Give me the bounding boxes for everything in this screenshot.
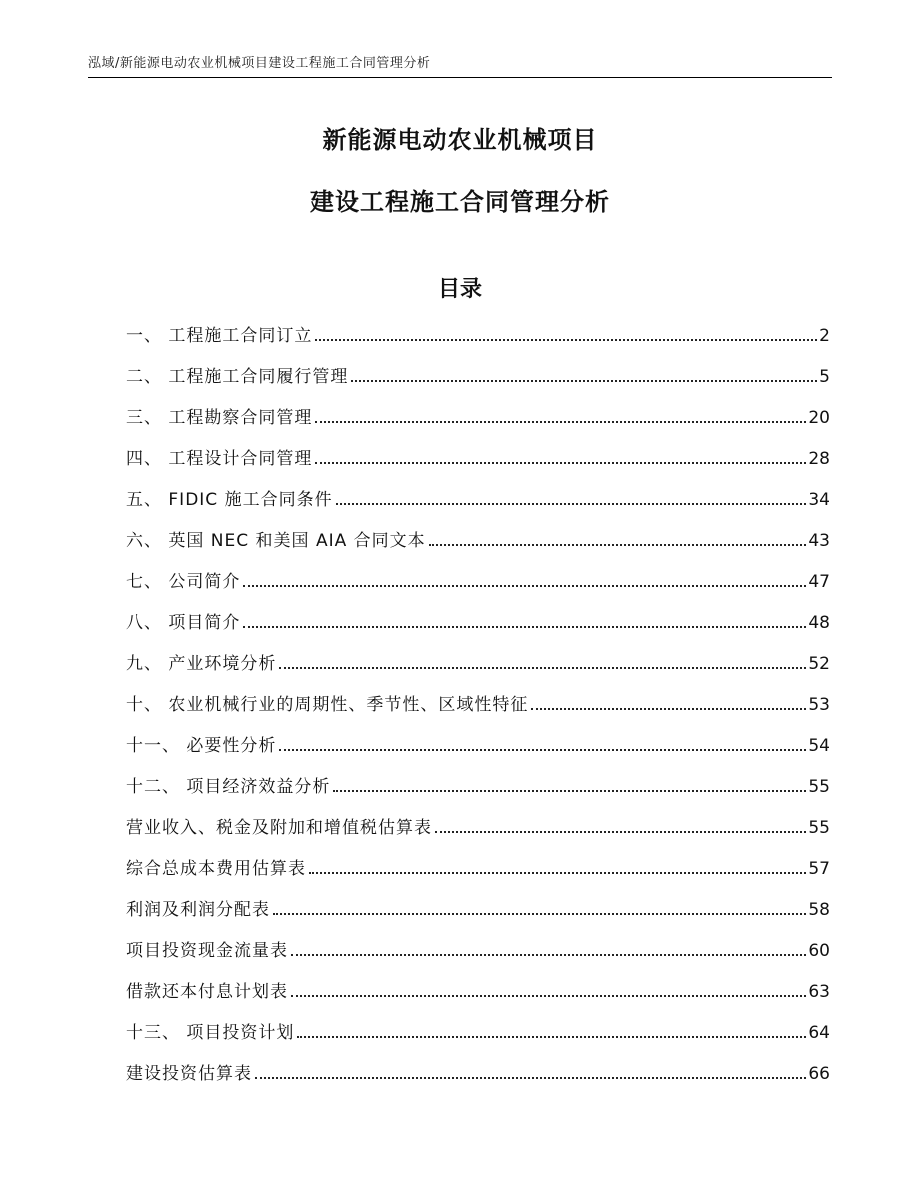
toc-entry-page: 2 — [819, 326, 830, 346]
toc-entry[interactable] — [126, 895, 830, 936]
toc-entry[interactable] — [126, 567, 830, 608]
toc-entry[interactable] — [126, 362, 830, 403]
document-title-line-2: 建设工程施工合同管理分析 — [310, 188, 610, 216]
toc-dot-leader — [291, 995, 806, 997]
toc-dot-leader — [279, 749, 806, 751]
toc-entry-page: 55 — [808, 777, 830, 797]
toc-entry-page: 58 — [808, 900, 830, 920]
toc-entry[interactable] — [126, 608, 830, 649]
toc-dot-leader — [429, 544, 807, 546]
toc-dot-leader — [243, 626, 806, 628]
toc-entry[interactable] — [126, 444, 830, 485]
toc-entry-page: 66 — [808, 1064, 830, 1084]
toc-entry[interactable] — [126, 485, 830, 526]
toc-dot-leader — [315, 339, 817, 341]
toc-entry-label: 十二、 项目经济效益分析 — [126, 777, 331, 797]
toc-dot-leader — [243, 585, 806, 587]
toc-entry-page: 20 — [808, 408, 830, 428]
toc-entry-label: 一、 工程施工合同订立 — [126, 326, 313, 346]
running-header: 泓域/新能源电动农业机械项目建设工程施工合同管理分析 — [88, 52, 832, 78]
toc-dot-leader — [297, 1036, 806, 1038]
toc-entry[interactable] — [126, 936, 830, 977]
toc-entry[interactable] — [126, 772, 830, 813]
toc-entry[interactable] — [126, 813, 830, 854]
toc-entry-label: 利润及利润分配表 — [126, 900, 270, 920]
toc-entry-page: 52 — [808, 654, 830, 674]
toc-entry[interactable] — [126, 1018, 830, 1059]
toc-entry[interactable] — [126, 526, 830, 567]
toc-entry-page: 53 — [808, 695, 830, 715]
toc-entry-page: 57 — [808, 859, 830, 879]
toc-entry-label: 十三、 项目投资计划 — [126, 1023, 295, 1043]
document-title-line-1: 新能源电动农业机械项目 — [322, 126, 598, 154]
toc-dot-leader — [291, 954, 806, 956]
toc-dot-leader — [336, 503, 807, 505]
toc-dot-leader — [435, 831, 806, 833]
toc-entry-page: 55 — [808, 818, 830, 838]
toc-entry-label: 九、 产业环境分析 — [126, 654, 277, 674]
toc-entry-label: 项目投资现金流量表 — [126, 941, 288, 961]
table-of-contents — [126, 321, 830, 1100]
toc-entry-page: 34 — [808, 490, 830, 510]
toc-entry-page: 43 — [808, 531, 830, 551]
toc-entry-label: 五、 FIDIC 施工合同条件 — [126, 490, 333, 510]
toc-entry[interactable] — [126, 403, 830, 444]
toc-entry-label: 十、 农业机械行业的周期性、季节性、区域性特征 — [126, 695, 529, 715]
toc-dot-leader — [279, 667, 806, 669]
toc-entry[interactable] — [126, 731, 830, 772]
toc-dot-leader — [315, 421, 806, 423]
toc-dot-leader — [351, 380, 817, 382]
toc-entry-page: 63 — [808, 982, 830, 1002]
toc-dot-leader — [333, 790, 806, 792]
toc-entry-label: 综合总成本费用估算表 — [126, 859, 306, 879]
toc-entry-page: 64 — [808, 1023, 830, 1043]
toc-entry-label: 四、 工程设计合同管理 — [126, 449, 313, 469]
toc-dot-leader — [273, 913, 806, 915]
toc-entry-label: 十一、 必要性分析 — [126, 736, 277, 756]
toc-entry[interactable] — [126, 854, 830, 895]
toc-entry[interactable] — [126, 321, 830, 362]
toc-heading: 目录 — [437, 277, 482, 302]
toc-entry-label: 借款还本付息计划表 — [126, 982, 288, 1002]
toc-entry-page: 54 — [808, 736, 830, 756]
toc-dot-leader — [255, 1077, 806, 1079]
toc-entry-label: 营业收入、税金及附加和增值税估算表 — [126, 818, 432, 838]
toc-entry-label: 建设投资估算表 — [126, 1064, 252, 1084]
toc-entry-label: 八、 项目简介 — [126, 613, 241, 633]
toc-entry[interactable] — [126, 649, 830, 690]
toc-entry[interactable] — [126, 690, 830, 731]
toc-dot-leader — [309, 872, 806, 874]
toc-entry-page: 5 — [819, 367, 830, 387]
toc-dot-leader — [531, 708, 806, 710]
toc-entry-page: 28 — [808, 449, 830, 469]
toc-entry-label: 三、 工程勘察合同管理 — [126, 408, 313, 428]
toc-entry-page: 47 — [808, 572, 830, 592]
toc-entry-label: 二、 工程施工合同履行管理 — [126, 367, 349, 387]
toc-entry-page: 60 — [808, 941, 830, 961]
toc-entry-page: 48 — [808, 613, 830, 633]
toc-entry-label: 七、 公司简介 — [126, 572, 241, 592]
toc-dot-leader — [315, 462, 806, 464]
toc-entry[interactable] — [126, 977, 830, 1018]
toc-entry-label: 六、 英国 NEC 和美国 AIA 合同文本 — [126, 531, 426, 551]
toc-entry[interactable] — [126, 1059, 830, 1100]
